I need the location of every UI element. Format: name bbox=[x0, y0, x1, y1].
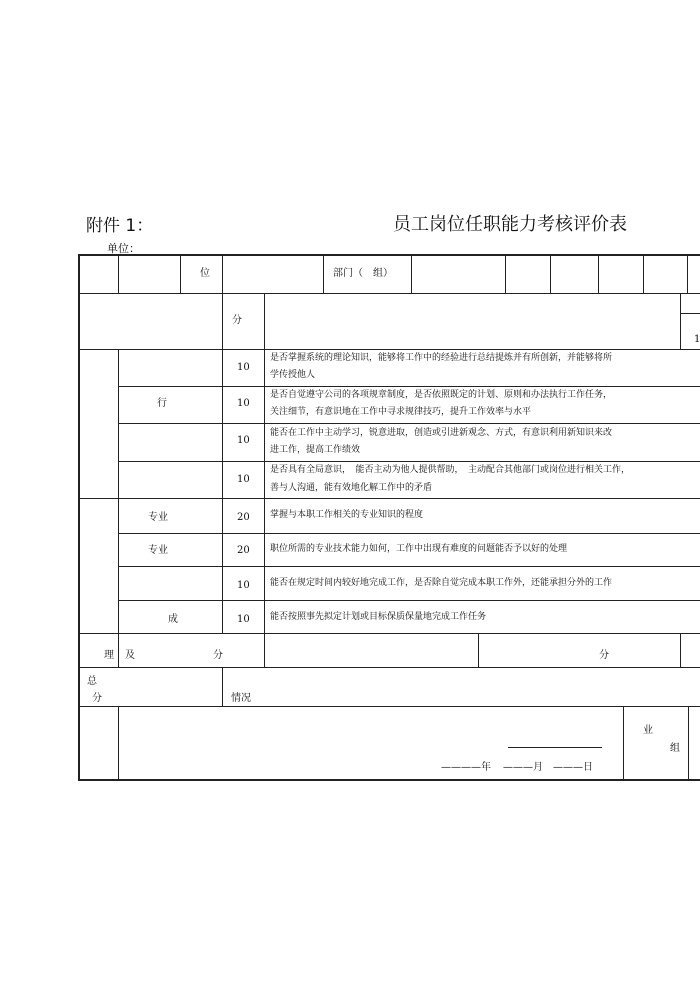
table-bottom-border bbox=[78, 779, 700, 781]
score-column-header: 分 bbox=[232, 315, 242, 326]
item-description: 是否掌握系统的理论知识，能够将工作中的经验进行总结提炼并有所创新，并能够将所 bbox=[270, 353, 613, 363]
col-line bbox=[222, 254, 223, 294]
summary-score-label: 分 bbox=[599, 650, 609, 661]
table-left-border bbox=[78, 254, 80, 780]
row-line bbox=[78, 633, 700, 634]
department-label: 部门（ 组） bbox=[333, 268, 393, 279]
col-line bbox=[623, 706, 624, 779]
col-line bbox=[180, 254, 181, 294]
col-line bbox=[222, 667, 223, 706]
col-line bbox=[687, 254, 688, 294]
summary-label: 及 bbox=[125, 650, 135, 661]
date-month: ———月 bbox=[503, 762, 543, 773]
item-score: 20 bbox=[237, 512, 250, 523]
item-description: 掌握与本职工作相关的专业知识的程度 bbox=[270, 510, 424, 520]
col-line bbox=[118, 254, 119, 294]
item-description: 进工作，提高工作绩效 bbox=[270, 445, 361, 455]
col-line bbox=[222, 293, 223, 349]
col-line bbox=[222, 349, 223, 633]
row-line bbox=[118, 533, 700, 534]
row-line bbox=[118, 600, 700, 601]
item-score: 10 bbox=[237, 398, 250, 409]
group-label: 组 bbox=[670, 743, 680, 754]
item-score: 10 bbox=[237, 614, 250, 625]
col-line bbox=[411, 254, 412, 294]
col-line bbox=[118, 706, 119, 779]
item-label: 专业 bbox=[148, 545, 168, 556]
row-line bbox=[78, 667, 700, 668]
total-label: 分 bbox=[92, 693, 102, 704]
item-score: 10 bbox=[237, 474, 250, 485]
row-line bbox=[118, 423, 700, 424]
attachment-label: 附件 1： bbox=[86, 216, 154, 236]
summary-label: 理 bbox=[104, 650, 114, 661]
item-score: 10 bbox=[237, 435, 250, 446]
row-line bbox=[118, 566, 700, 567]
row-line bbox=[680, 313, 700, 314]
business-label: 业 bbox=[643, 725, 653, 736]
row-line bbox=[78, 706, 700, 707]
col-line bbox=[505, 254, 506, 294]
item-label: 成 bbox=[168, 614, 178, 625]
col-line bbox=[688, 706, 689, 779]
item-description: 是否具有全局意识， 能否主动为他人提供帮助， 主动配合其他部门或岗位进行相关工作， bbox=[270, 465, 631, 475]
item-description: 能否在工作中主动学习，锐意进取，创造或引进新观念、方式，有意识利用新知识来改 bbox=[270, 428, 613, 438]
item-label: 行 bbox=[157, 398, 167, 409]
item-description: 职位所需的专业技术能力如何，工作中出现有难度的问题能否予以好的处理 bbox=[270, 544, 568, 554]
item-label: 专业 bbox=[148, 512, 168, 523]
date-year: ————年 bbox=[441, 762, 491, 773]
column-number: 1 bbox=[694, 334, 700, 345]
situation-label: 情况 bbox=[231, 693, 251, 704]
position-label: 位 bbox=[200, 268, 210, 279]
item-description: 关注细节，有意识地在工作中寻求规律技巧，提升工作效率与水平 bbox=[270, 407, 532, 417]
item-description: 能否在规定时间内较好地完成工作，是否除自觉完成本职工作外，还能承担分外的工作 bbox=[270, 578, 613, 588]
col-line bbox=[680, 293, 681, 349]
col-line bbox=[264, 293, 265, 667]
date-day: ———日 bbox=[553, 762, 593, 773]
item-description: 学传授他人 bbox=[270, 370, 316, 380]
row-line bbox=[78, 498, 700, 499]
signature-line bbox=[508, 747, 602, 748]
col-line bbox=[118, 349, 119, 667]
page-title: 员工岗位任职能力考核评价表 bbox=[393, 214, 627, 235]
col-line bbox=[643, 254, 644, 294]
item-description: 善与人沟通，能有效地化解工作中的矛盾 bbox=[270, 483, 433, 493]
summary-label: 分 bbox=[213, 650, 223, 661]
col-line bbox=[680, 633, 681, 667]
total-label: 总 bbox=[87, 676, 97, 687]
col-line bbox=[478, 633, 479, 667]
table-top-border bbox=[78, 254, 700, 256]
col-line bbox=[323, 254, 324, 294]
item-description: 是否自觉遵守公司的各项规章制度，是否依照既定的计划、原则和办法执行工作任务， bbox=[270, 390, 613, 400]
item-score: 20 bbox=[237, 545, 250, 556]
col-line bbox=[550, 254, 551, 294]
item-score: 10 bbox=[237, 362, 250, 373]
item-score: 10 bbox=[237, 580, 250, 591]
col-line bbox=[598, 254, 599, 294]
unit-label: 单位： bbox=[107, 242, 140, 255]
item-description: 能否按照事先拟定计划或目标保质保量地完成工作任务 bbox=[270, 612, 487, 622]
row-line bbox=[78, 293, 700, 294]
